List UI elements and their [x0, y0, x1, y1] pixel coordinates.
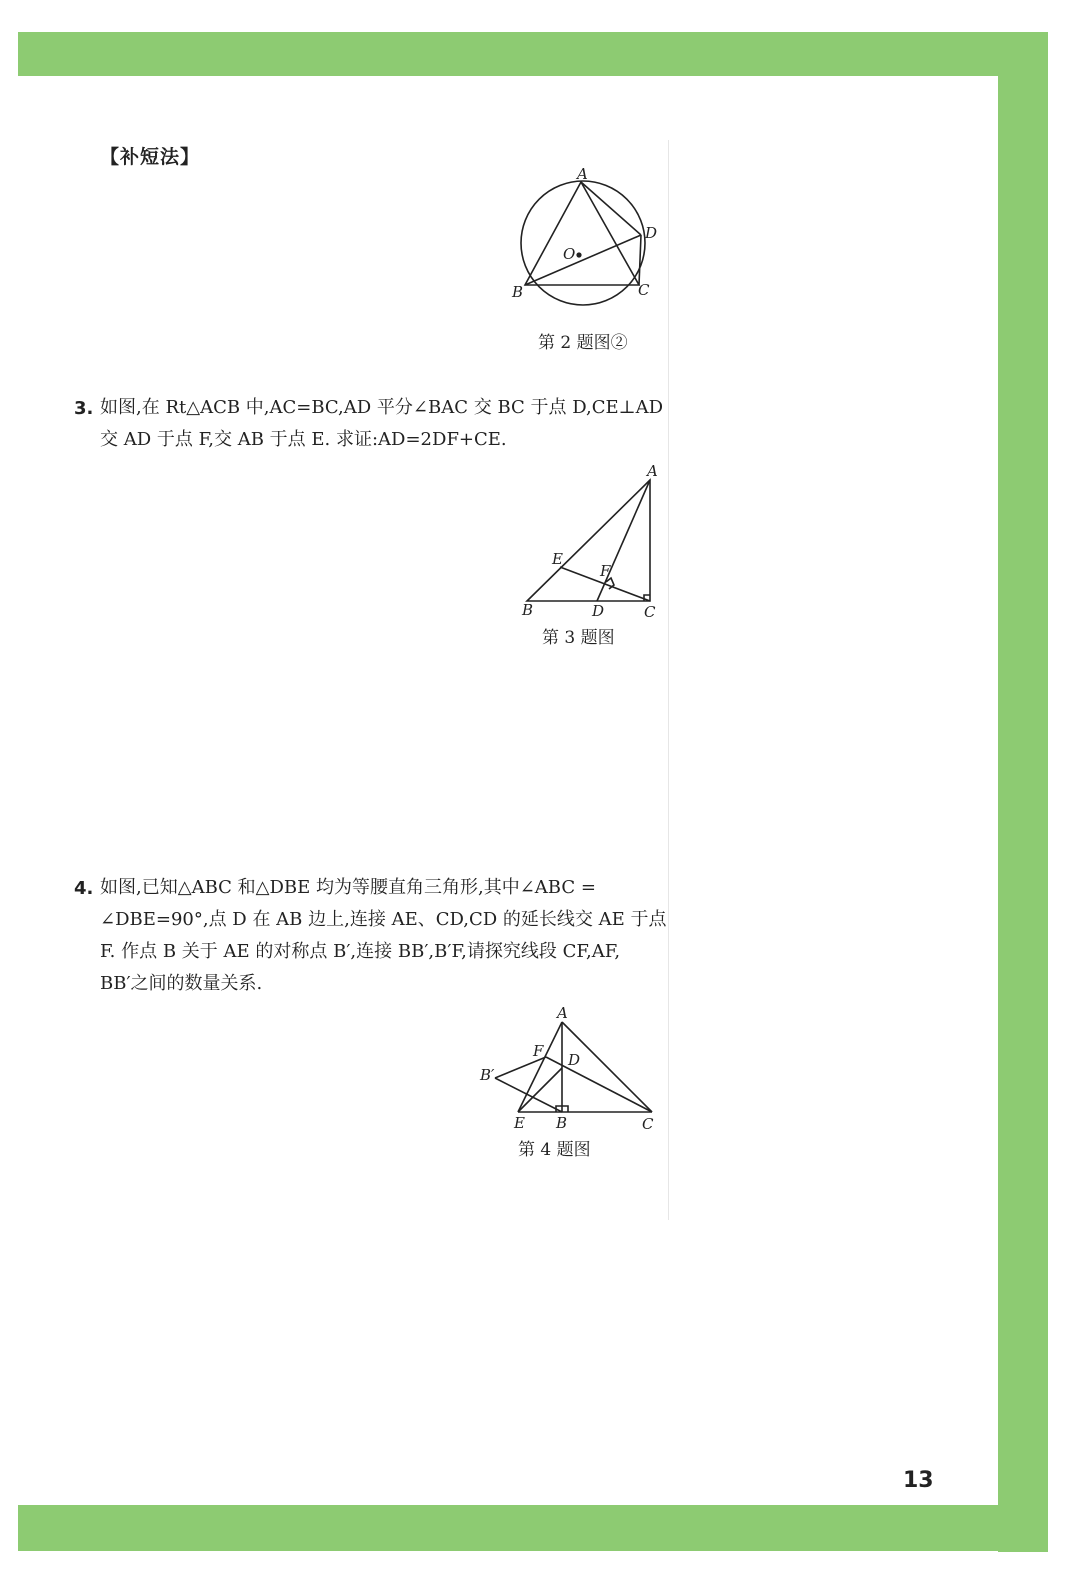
question-4-line-1: 如图,已知△ABC 和△DBE 均为等腰直角三角形,其中∠ABC =	[100, 877, 596, 898]
center-dot	[577, 253, 581, 257]
question-3-line-1: 如图,在 Rt△ACB 中,AC=BC,AD 平分∠BAC 交 BC 于点 D,CE⊥AD	[100, 397, 664, 418]
label-f: F	[600, 562, 611, 580]
figure-4-caption: 第 4 题图	[518, 1140, 591, 1160]
segment-dc	[639, 235, 641, 285]
question-4-line-2: ∠DBE=90°,点 D 在 AB 边上,连接 AE、CD,CD 的延长线交 AE 于点	[100, 909, 667, 930]
label-b: B	[522, 601, 534, 619]
figure-2-diagram	[505, 165, 665, 305]
label-c: C	[638, 281, 650, 299]
segment-bd	[525, 235, 641, 285]
segment-ad	[597, 480, 650, 601]
question-4-line-3: F. 作点 B 关于 AE 的对称点 B′,连接 BB′,B′F,请探究线段 CF,AF,	[100, 941, 621, 962]
segment-b1f	[495, 1057, 546, 1078]
label-e: E	[514, 1114, 525, 1132]
figure-2-caption: 第 2 题图②	[538, 333, 628, 353]
section-heading: 【补短法】	[100, 146, 201, 168]
figure-3-caption: 第 3 题图	[542, 628, 615, 648]
figure-4-diagram	[478, 1005, 668, 1135]
label-b-prime: B′	[480, 1066, 495, 1084]
question-4-line-4: BB′之间的数量关系.	[100, 973, 263, 994]
question-4-text	[100, 872, 667, 1000]
figure-3-diagram	[515, 460, 665, 620]
question-3-text	[100, 392, 664, 456]
segment-ad	[581, 182, 641, 235]
label-d: D	[568, 1051, 581, 1069]
label-o: O	[563, 245, 576, 263]
label-b: B	[556, 1114, 568, 1132]
label-a: A	[557, 1004, 568, 1022]
triangle-acb	[527, 480, 650, 601]
green-frame-top	[18, 32, 1048, 76]
label-c: C	[644, 603, 656, 621]
label-b: B	[512, 283, 524, 301]
segment-ae	[518, 1022, 562, 1112]
label-a: A	[577, 165, 588, 183]
question-3-number: 3.	[74, 398, 94, 419]
label-d: D	[645, 224, 658, 242]
circle-o	[521, 181, 645, 305]
label-a: A	[647, 462, 658, 480]
green-frame-right	[998, 32, 1048, 1552]
column-divider	[668, 140, 669, 1220]
label-d: D	[592, 602, 605, 620]
green-frame-bottom	[18, 1505, 1048, 1551]
question-3-line-2: 交 AD 于点 F,交 AB 于点 E. 求证:AD=2DF+CE.	[100, 429, 507, 450]
label-f: F	[533, 1042, 544, 1060]
label-e: E	[552, 550, 563, 568]
question-4-number: 4.	[74, 878, 94, 899]
segment-bb1	[495, 1078, 562, 1112]
label-c: C	[642, 1115, 654, 1133]
page-number: 13	[903, 1468, 934, 1493]
